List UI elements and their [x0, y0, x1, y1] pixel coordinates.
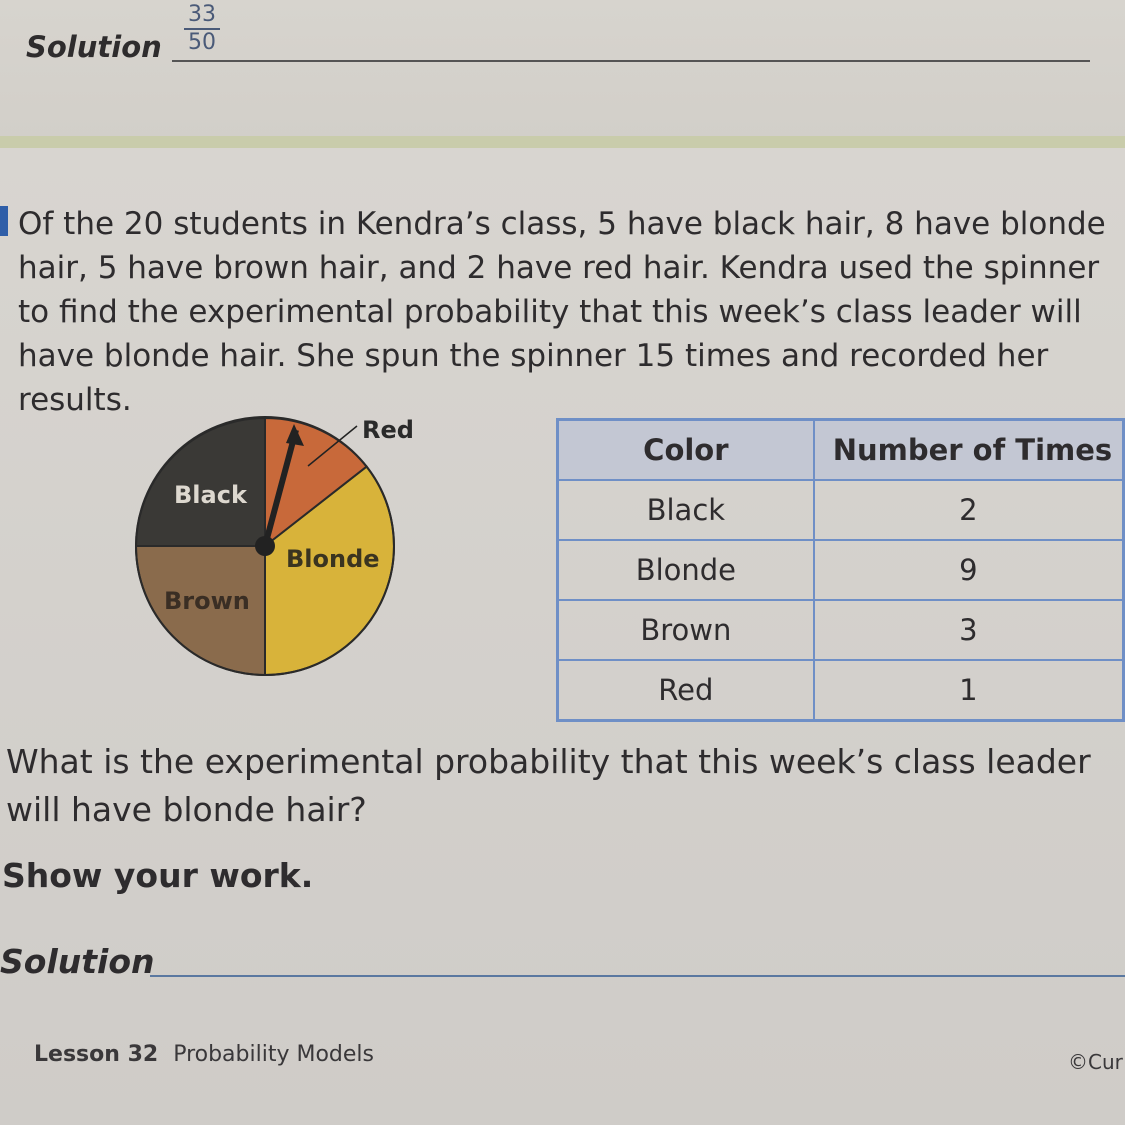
table-row [558, 660, 1124, 721]
cell-count: 3 [814, 600, 1124, 660]
footer-lesson-number: Lesson 32 [34, 1042, 159, 1067]
table-row [558, 600, 1124, 660]
results-table [556, 418, 1125, 722]
table-row [558, 540, 1124, 600]
bottom-solution-label: Solution [0, 942, 155, 981]
previous-problem-area [0, 0, 1125, 140]
solution-answer-line[interactable] [150, 975, 1125, 977]
section-divider [0, 136, 1125, 148]
question-text: What is the experimental probability that this week’s class leader will have blonde hair? [6, 742, 1091, 829]
cell-color: Brown [558, 600, 814, 660]
spinner-label-blonde: Blonde [286, 545, 380, 573]
cell-count: 2 [814, 480, 1124, 540]
cell-color: Blonde [558, 540, 814, 600]
spinner-label-brown: Brown [164, 587, 250, 615]
problem-text: Of the 20 students in Kendra’s class, 5 have black hair, 8 have blonde hair, 5 have brown hair, and 2 have red hair. Kendra used the spinner to find the experimental probability that this week’s class leader will have blonde hair. She spun the spinner 15 times and recorded her results. [18, 206, 1106, 418]
spinner-center [255, 536, 275, 556]
table-header-row [558, 420, 1124, 481]
footer-lesson-title: Probability Models [173, 1042, 374, 1067]
spinner-label-red: Red [362, 416, 414, 444]
cell-color: Black [558, 480, 814, 540]
cell-count: 9 [814, 540, 1124, 600]
header-number-of-times [814, 420, 1124, 481]
top-solution-line [172, 60, 1090, 62]
top-solution-label: Solution [26, 30, 162, 64]
header-number-of-times-text: Number of Times [832, 433, 1113, 467]
header-color: Color [558, 420, 814, 481]
footer-copyright: ©Cur [1068, 1050, 1123, 1074]
spinner-label-black: Black [174, 481, 247, 509]
problem-number-marker [0, 206, 8, 236]
fraction-numerator: 33 [188, 2, 216, 27]
page-footer [34, 1042, 374, 1067]
fraction-denominator: 50 [188, 30, 216, 55]
top-solution-answer [180, 2, 224, 56]
table-row [558, 480, 1124, 540]
spinner-diagram [120, 408, 420, 688]
show-your-work-label: Show your work. [2, 856, 314, 895]
cell-color: Red [558, 660, 814, 721]
cell-count: 1 [814, 660, 1124, 721]
